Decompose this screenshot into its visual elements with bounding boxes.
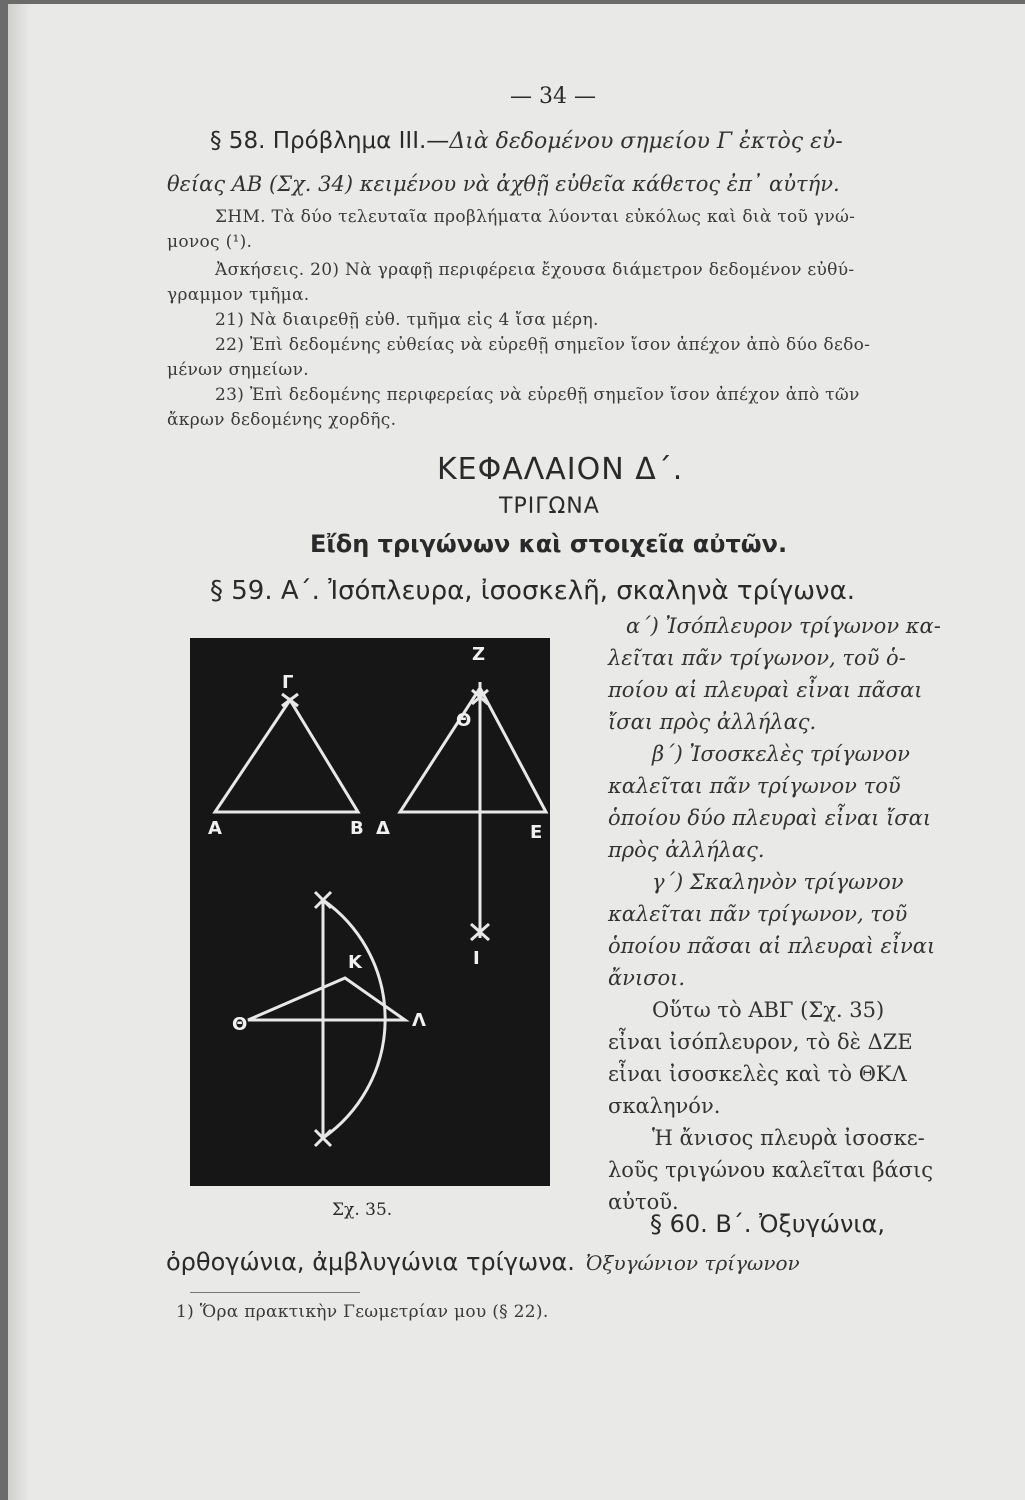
footnote: 1) Ὅρα πρακτικὴν Γεωμετρίαν μου (§ 22). bbox=[176, 1302, 549, 1322]
chapter-heading: Εἴδη τριγώνων καὶ στοιχεῖα αὐτῶν. bbox=[310, 530, 788, 558]
section59-heading: § 59. Α΄. Ἰσόπλευρα, ἰσοσκελῆ, σκαληνὰ τρίγωνα. bbox=[210, 576, 855, 606]
s59-line: ἄνισοι. bbox=[608, 966, 686, 990]
s59-line: ἴσαι πρὸς ἀλλήλας. bbox=[608, 710, 817, 734]
label-D: Δ bbox=[376, 818, 390, 839]
section60-subheading: ὀρθογώνια, ἀμβλυγώνια τρίγωνα. bbox=[166, 1248, 575, 1276]
s59-line: β΄) Ἰσοσκελὲς τρίγωνον bbox=[652, 742, 910, 766]
exercise21: 21) Νὰ διαιρεθῇ εὐθ. τμῆμα εἰς 4 ἴσα μέρη. bbox=[215, 310, 599, 330]
label-A: Α bbox=[208, 818, 222, 839]
section58-statement-start: Διὰ δεδομένου σημείου Γ ἐκτὸς εὐ- bbox=[449, 129, 843, 154]
note-line1: ΣΗΜ. Τὰ δύο τελευταῖα προβλήματα λύονται εὐκόλως καὶ διὰ τοῦ γνώ- bbox=[215, 207, 856, 227]
s59-line: λεῖται πᾶν τρίγωνον, τοῦ ὁ- bbox=[608, 646, 906, 670]
label-Theta-1: Θ bbox=[456, 710, 472, 731]
exercise22-line2: μένων σημείων. bbox=[167, 360, 309, 380]
section60-heading: § 60. Β΄. Ὀξυγώνια, bbox=[650, 1210, 885, 1238]
s59-line: ποίου αἱ πλευραὶ εἶναι πᾶσαι bbox=[608, 678, 923, 702]
section60-line2 bbox=[166, 1248, 800, 1276]
page-edge bbox=[8, 4, 30, 1500]
label-K: Κ bbox=[348, 952, 362, 973]
exercise23-line1: 23) Ἐπὶ δεδομένης περιφερείας νὰ εὑρεθῇ σημεῖον ἴσον ἀπέχον ἀπὸ τῶν bbox=[215, 385, 860, 405]
label-G: Γ bbox=[282, 672, 294, 693]
section60-definition-start: Ὀξυγώνιον τρίγωνον bbox=[586, 1251, 800, 1275]
exercise20-line2: γραμμον τμῆμα. bbox=[167, 285, 310, 305]
label-E: Ε bbox=[530, 822, 543, 843]
s59-line: καλεῖται πᾶν τρίγωνον, τοῦ bbox=[608, 902, 908, 926]
s59-line: Οὕτω τὸ ΑΒΓ (Σχ. 35) bbox=[652, 998, 885, 1022]
s59-line: εἶναι ἰσοσκελὲς καὶ τὸ ΘΚΛ bbox=[608, 1062, 907, 1086]
s59-line: γ΄) Σκαληνὸν τρίγωνον bbox=[652, 870, 904, 894]
section58-line2: θείας ΑΒ (Σχ. 34) κειμένου νὰ ἀχθῇ εὐθεῖα κάθετος ἐπ᾽ αὐτήν. bbox=[167, 172, 840, 196]
label-L: Λ bbox=[412, 1010, 426, 1031]
page-number: — 34 — bbox=[510, 84, 596, 109]
exercise22-line1: 22) Ἐπὶ δεδομένης εὐθείας νὰ εὑρεθῇ σημεῖον ἴσον ἀπέχον ἀπὸ δύο δεδο- bbox=[215, 335, 871, 355]
figure-35 bbox=[190, 638, 550, 1186]
chapter-title: ΚΕΦΑΛΑΙΟΝ Δ΄. bbox=[437, 452, 684, 487]
s59-line: λοῦς τριγώνου καλεῖται βάσις bbox=[608, 1158, 933, 1182]
s59-line: α΄) Ἰσόπλευρον τρίγωνον κα- bbox=[626, 614, 941, 638]
label-Theta-2: Θ bbox=[232, 1014, 248, 1035]
s59-line: Ἡ ἄνισος πλευρὰ ἰσοσκε- bbox=[652, 1126, 925, 1150]
label-B: Β bbox=[350, 818, 364, 839]
s59-line: πρὸς ἀλλήλας. bbox=[608, 838, 765, 862]
section58-heading: § 58. Πρόβλημα ΙΙΙ.— bbox=[210, 128, 450, 154]
s59-line: εἶναι ἰσόπλευρον, τὸ δὲ ΔΖΕ bbox=[608, 1030, 913, 1054]
note-line2: μονος (¹). bbox=[167, 232, 253, 252]
s59-line: ὁποίου πᾶσαι αἱ πλευραὶ εἶναι bbox=[608, 934, 936, 958]
s59-line: καλεῖται πᾶν τρίγωνον τοῦ bbox=[608, 774, 901, 798]
section58-line1 bbox=[210, 128, 843, 154]
exercise23-line2: ἄκρων δεδομένης χορδῆς. bbox=[167, 410, 397, 430]
footnote-rule bbox=[190, 1292, 360, 1293]
exercise20-line1: Ἀσκήσεις. 20) Νὰ γραφῇ περιφέρεια ἔχουσα διάμετρον δεδομένον εὐθύ- bbox=[215, 260, 855, 280]
figure-caption: Σχ. 35. bbox=[332, 1200, 393, 1220]
s59-line: αὐτοῦ. bbox=[608, 1190, 679, 1214]
s59-line: σκαληνόν. bbox=[608, 1094, 721, 1118]
label-Z: Ζ bbox=[472, 644, 486, 665]
label-I: Ι bbox=[473, 948, 480, 969]
s59-line: ὁποίου δύο πλευραὶ εἶναι ἴσαι bbox=[608, 806, 932, 830]
chapter-subtitle: ΤΡΙΓΩΝΑ bbox=[499, 494, 600, 519]
